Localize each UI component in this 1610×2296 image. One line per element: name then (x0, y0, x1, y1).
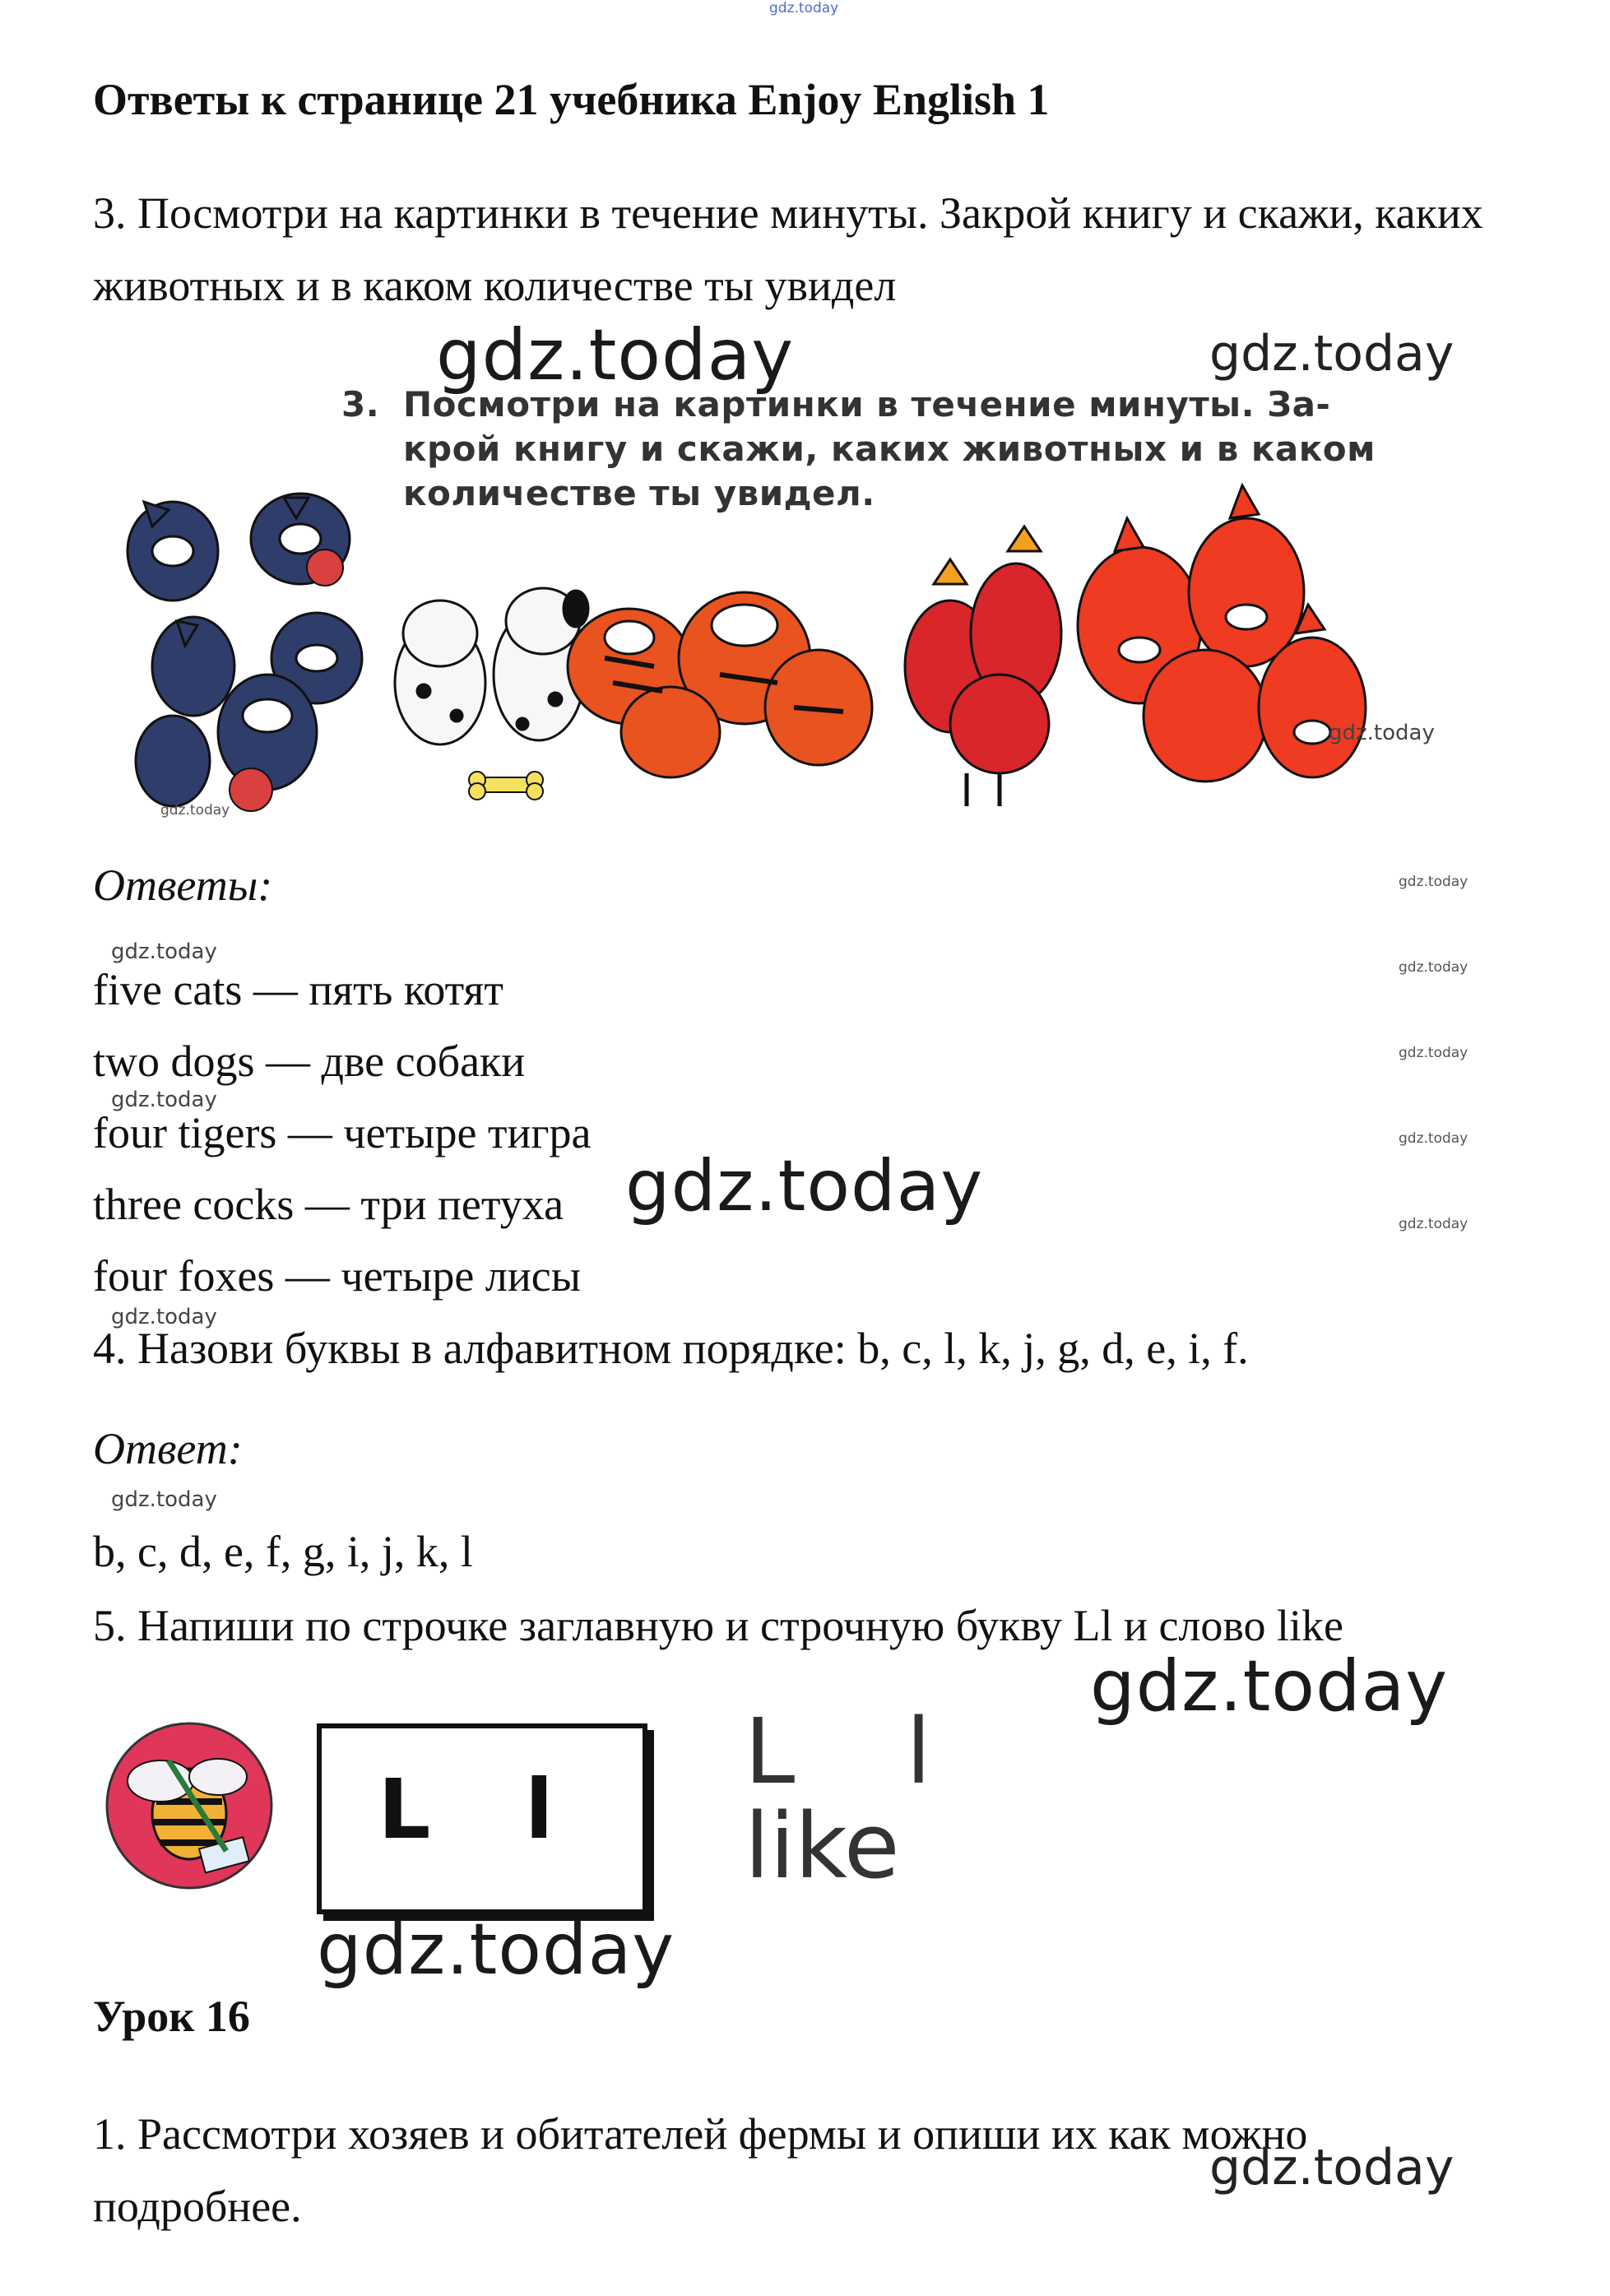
written-letters: L l (745, 1699, 972, 1804)
foxes-icon (1078, 485, 1366, 782)
task4-answer: b, c, d, e, f, g, i, j, k, l (93, 1527, 473, 1576)
watermark: gdz.today (436, 314, 795, 397)
watermark: gdz.today (1399, 1216, 1468, 1232)
answers-label: Ответы: (93, 860, 273, 910)
bee-writing-icon (103, 1719, 276, 1892)
watermark: gdz.today (1209, 325, 1455, 383)
exercise-line-2: крой книгу и скажи, каких животных и в каком (403, 429, 1376, 469)
watermark: gdz.today (317, 1909, 675, 1991)
watermark: gdz.today (1399, 959, 1468, 976)
watermark: gdz.today (111, 1088, 217, 1112)
lesson-task1-text: 1. Рассмотри хозяев и обитателей фермы и опиши их как можно подробнее. (93, 2109, 1308, 2231)
task5-text: 5. Напиши по строчке заглавную и строчную букву Ll и слово like (93, 1601, 1343, 1650)
watermark: gdz.today (1209, 2139, 1455, 2196)
written-word: like (745, 1793, 900, 1899)
watermark: gdz.today (1090, 1645, 1449, 1728)
exercise-number: 3. (341, 384, 380, 424)
letter-card-text: L l (378, 1761, 587, 1858)
yarn-ball-icon (307, 550, 343, 586)
task3-text: 3. Посмотри на картинки в течение минуты. Закрой книгу и скажи, каких животных и в каком количестве ты увидел (93, 188, 1483, 310)
answer-item: four foxes — четыре лисы (93, 1251, 581, 1301)
letter-card (317, 1723, 647, 1914)
page-title: Ответы к странице 21 учебника Enjoy English 1 (93, 75, 1050, 124)
animals-picture (95, 461, 1378, 823)
cocks-icon (905, 526, 1061, 806)
answer-item: three cocks — три петуха (93, 1180, 564, 1229)
watermark: gdz.today (625, 1145, 984, 1227)
bone-icon (469, 772, 543, 800)
cats-icon (128, 494, 362, 806)
textbook-illustration (95, 362, 1435, 823)
top-watermark: gdz.today (769, 0, 839, 16)
answer-item: four tigers — четыре тигра (93, 1108, 592, 1157)
watermark: gdz.today (1399, 1130, 1468, 1147)
answer-label: Ответ: (93, 1424, 243, 1473)
watermark: gdz.today (1329, 721, 1435, 745)
watermark: gdz.today (1399, 1045, 1468, 1061)
watermark: gdz.today (160, 802, 230, 819)
answer-item: two dogs — две собаки (93, 1037, 526, 1086)
task4-text: 4. Назови буквы в алфавитном порядке: b, c, l, k, j, g, d, e, i, f. (93, 1324, 1249, 1373)
watermark: gdz.today (111, 1487, 217, 1512)
watermark: gdz.today (1399, 874, 1468, 890)
exercise-line-3: количестве ты увидел. (403, 473, 875, 513)
dogs-icon (395, 588, 588, 744)
yarn-ball-icon (230, 768, 272, 811)
watermark: gdz.today (111, 1305, 217, 1329)
exercise-line-1: Посмотри на картинки в течение минуты. За- (403, 384, 1331, 424)
watermark: gdz.today (111, 939, 217, 964)
lesson-heading: Урок 16 (93, 1992, 250, 2041)
answer-item: five cats — пять котят (93, 965, 503, 1014)
tigers-icon (568, 592, 872, 777)
